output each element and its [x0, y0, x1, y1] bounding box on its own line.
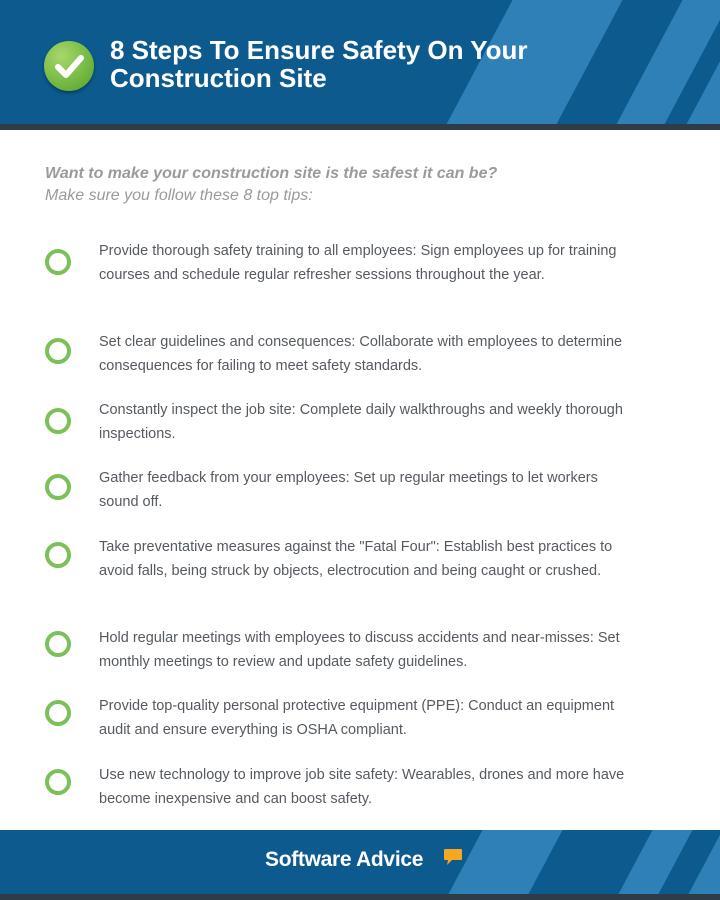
tip-text: Constantly inspect the job site: Complete daily walkthroughs and weekly thorough inspections. [99, 402, 623, 442]
header-divider [0, 124, 720, 130]
circle-bullet-icon [45, 249, 71, 275]
page-title: 8 Steps To Ensure Safety On Your Construction Site [110, 35, 528, 93]
circle-bullet-icon [45, 338, 71, 364]
tip-text: Provide thorough safety training to all employees: Sign employees up for training courses and schedule regular refresher sessions throughout the year. [99, 243, 617, 283]
circle-bullet-icon [45, 769, 71, 795]
speech-bubble-icon [443, 848, 463, 871]
checkmark-icon [44, 41, 94, 91]
banner-stripe [557, 830, 703, 894]
header-banner [0, 0, 720, 124]
intro [45, 163, 665, 207]
circle-bullet-icon [45, 408, 71, 434]
tip-text: Gather feedback from your employees: Set up regular meetings to let workers sound off. [99, 470, 598, 510]
circle-bullet-icon [45, 542, 71, 568]
intro-lead: Want to make your construction site is the safest it can be? [45, 165, 498, 182]
circle-bullet-icon [45, 700, 71, 726]
circle-bullet-icon [45, 631, 71, 657]
footer-divider [0, 894, 720, 900]
tip-text: Set clear guidelines and consequences: Collaborate with employees to determine consequences for failing to meet safety standards. [99, 334, 623, 374]
brand-logo: Software Advice [265, 848, 424, 871]
intro-sub: Make sure you follow these 8 top tips: [45, 187, 313, 204]
footer-banner [0, 830, 720, 894]
tip-text: Use new technology to improve job site safety: Wearables, drones and more have become inexpensive and can boost safety. [99, 767, 625, 807]
tip-text: Hold regular meetings with employees to discuss accidents and near-misses: Set monthly meetings to review and update safety guidelines. [99, 630, 620, 670]
tip-text: Provide top-quality personal protective equipment (PPE): Conduct an equipment audit and ensure everything is OSHA compliant. [99, 698, 615, 738]
circle-bullet-icon [45, 474, 71, 500]
tip-text: Take preventative measures against the "Fatal Four": Establish best practices to avoid falls, being struck by objects, electrocution and being caught or crushed. [99, 539, 613, 579]
